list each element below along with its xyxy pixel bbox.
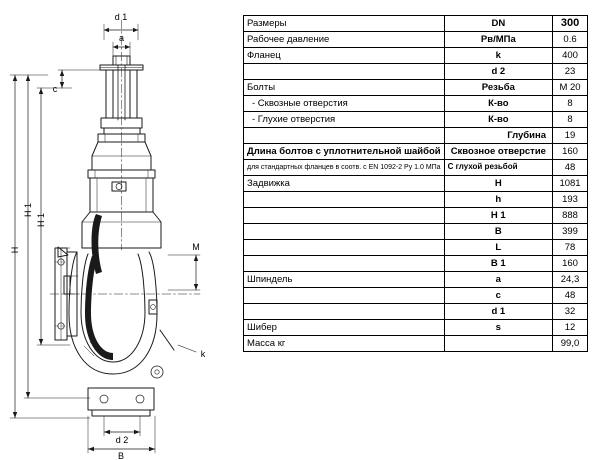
table-row <box>244 80 588 96</box>
table-row <box>244 224 588 240</box>
spec-symbol: К-во <box>444 96 552 112</box>
spec-value: 888 <box>553 208 588 224</box>
spec-value: 0.6 <box>553 32 588 48</box>
spec-symbol: L <box>444 240 552 256</box>
spec-value: 78 <box>553 240 588 256</box>
spec-value: 193 <box>553 192 588 208</box>
spec-symbol: k <box>444 48 552 64</box>
spec-symbol: H 1 <box>444 208 552 224</box>
spec-symbol <box>444 336 552 352</box>
spec-label <box>244 128 445 144</box>
spec-label <box>244 64 445 80</box>
spec-symbol: h <box>444 192 552 208</box>
table-row <box>244 96 588 112</box>
table-row <box>244 32 588 48</box>
spec-symbol: Pв/МПа <box>444 32 552 48</box>
spec-value: 300 <box>553 16 588 32</box>
spec-label: Шпиндель <box>244 272 445 288</box>
table-row <box>244 48 588 64</box>
spec-label: Шибер <box>244 320 445 336</box>
table-row <box>244 64 588 80</box>
table-row <box>244 208 588 224</box>
spec-label: Размеры <box>244 16 445 32</box>
table-row <box>244 160 588 176</box>
spec-label <box>244 192 445 208</box>
spec-symbol: Резьба <box>444 80 552 96</box>
spec-value: 32 <box>553 304 588 320</box>
spec-label: Масса кг <box>244 336 445 352</box>
label-H1-outer: H 1 <box>23 202 33 218</box>
spec-label: Болты <box>244 80 445 96</box>
spec-value: M 20 <box>553 80 588 96</box>
label-M: M <box>192 242 200 252</box>
spec-value: 24,3 <box>553 272 588 288</box>
spec-label <box>244 288 445 304</box>
spec-symbol: Сквозное отверстие <box>444 144 552 160</box>
spec-label: Задвижка <box>244 176 445 192</box>
spec-label: Длина болтов с уплотнительной шайбой <box>244 144 445 160</box>
table-row <box>244 288 588 304</box>
spec-symbol: d 1 <box>444 304 552 320</box>
spec-label: - Сквозные отверстия <box>244 96 445 112</box>
table-row <box>244 256 588 272</box>
spec-table-body <box>244 16 588 352</box>
spec-symbol: B <box>444 224 552 240</box>
spec-symbol: c <box>444 288 552 304</box>
spec-symbol: DN <box>444 16 552 32</box>
spec-value: 1081 <box>553 176 588 192</box>
table-row <box>244 128 588 144</box>
spec-symbol: С глухой резьбой <box>444 160 552 176</box>
label-a: a <box>118 33 125 43</box>
table-row <box>244 112 588 128</box>
table-row <box>244 336 588 352</box>
spec-label <box>244 304 445 320</box>
spec-label <box>244 240 445 256</box>
spec-label <box>244 224 445 240</box>
valve-drawing <box>0 0 240 460</box>
label-H: H <box>10 246 20 254</box>
label-d2: d 2 <box>115 435 129 445</box>
spec-value: 400 <box>553 48 588 64</box>
spec-label: Рабочее давление <box>244 32 445 48</box>
table-row <box>244 304 588 320</box>
spec-label: для стандартных фланцев в соотв. с EN 1092-2 Pу 1.0 МПа <box>244 160 445 176</box>
spec-symbol: B 1 <box>444 256 552 272</box>
label-d1: d 1 <box>114 12 128 22</box>
spec-value: 12 <box>553 320 588 336</box>
spec-label: Фланец <box>244 48 445 64</box>
spec-label <box>244 256 445 272</box>
spec-value: 160 <box>553 256 588 272</box>
label-H1-inner: H 1 <box>36 212 46 228</box>
spec-value: 48 <box>553 288 588 304</box>
table-row <box>244 272 588 288</box>
spec-value: 399 <box>553 224 588 240</box>
spec-label <box>244 208 445 224</box>
spec-symbol: s <box>444 320 552 336</box>
label-k: k <box>200 349 206 359</box>
spec-value: 19 <box>553 128 588 144</box>
spec-value: 99,0 <box>553 336 588 352</box>
table-row <box>244 144 588 160</box>
spec-symbol: d 2 <box>444 64 552 80</box>
spec-value: 48 <box>553 160 588 176</box>
spec-symbol: Глубина <box>444 128 552 144</box>
spec-value: 23 <box>553 64 588 80</box>
table-row <box>244 176 588 192</box>
label-B: B <box>117 451 125 460</box>
table-row <box>244 320 588 336</box>
table-row <box>244 192 588 208</box>
spec-symbol: H <box>444 176 552 192</box>
table-row <box>244 16 588 32</box>
table-row <box>244 240 588 256</box>
spec-value: 8 <box>553 96 588 112</box>
spec-symbol: a <box>444 272 552 288</box>
valve-drawing-svg <box>0 0 240 460</box>
spec-value: 160 <box>553 144 588 160</box>
specification-table <box>243 15 588 352</box>
spec-value: 8 <box>553 112 588 128</box>
label-c: c <box>52 84 58 94</box>
spec-label: - Глухие отверстия <box>244 112 445 128</box>
spec-symbol: К-во <box>444 112 552 128</box>
